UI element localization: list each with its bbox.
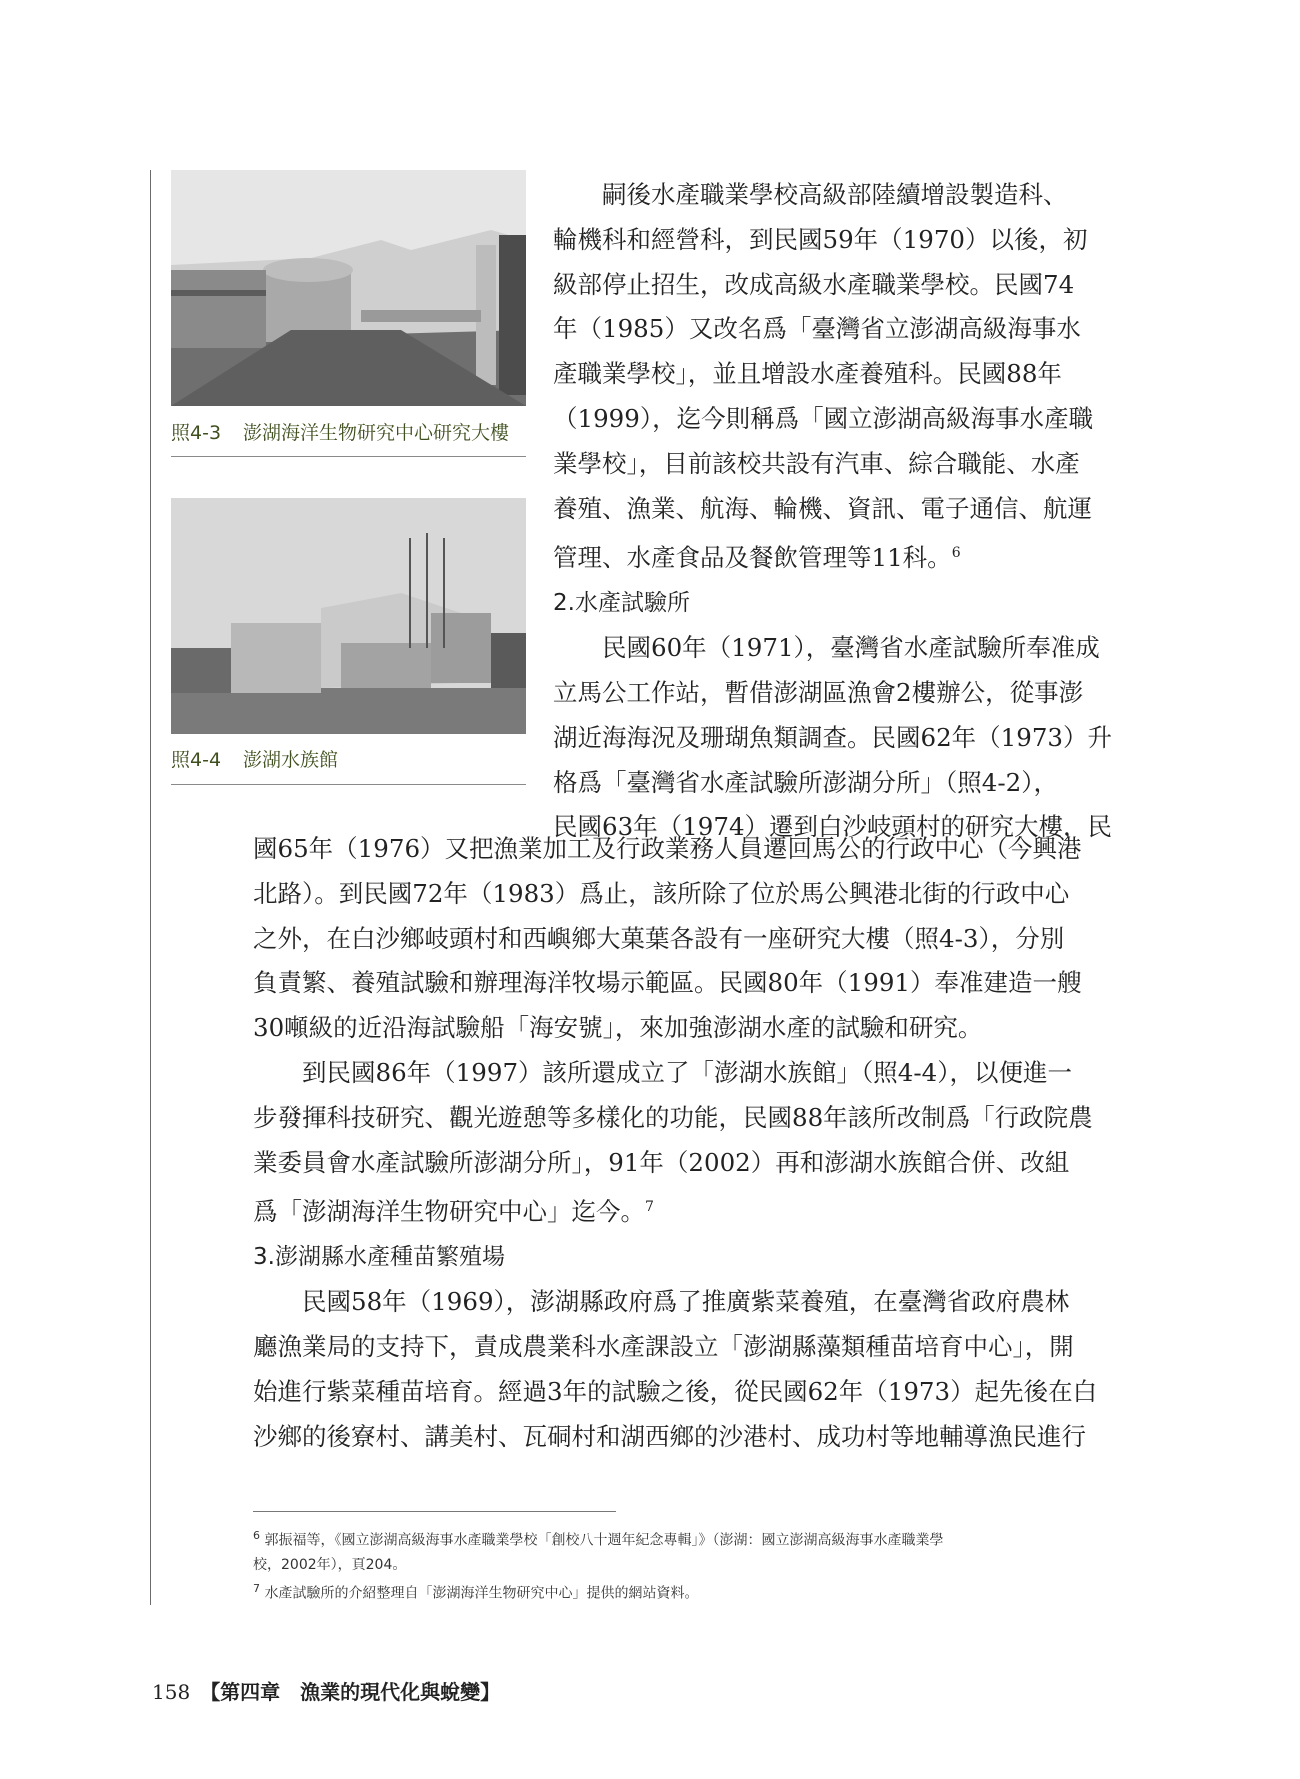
text-line: 30噸級的近沿海試驗船「海安號」，來加強澎湖水產的試驗和研究。 [253, 1013, 983, 1043]
footnote-rule [253, 1511, 616, 1512]
section-heading: 2.水產試驗所 [553, 590, 690, 617]
footnote-mark: 7 [253, 1581, 260, 1595]
text-line: 格爲「臺灣省水產試驗所澎湖分所」（照4-2）， [553, 767, 1058, 797]
text-line: 業委員會水產試驗所澎湖分所」，91年（2002）再和澎湖水族館合併、改組 [253, 1147, 1070, 1177]
caption-rule [171, 784, 526, 785]
photo-caption [171, 745, 526, 772]
text-line: 民國58年（1969），澎湖縣政府爲了推廣紫菜養殖，在臺灣省政府農林 [302, 1287, 1070, 1317]
photo-caption [171, 418, 526, 445]
text-line: 到民國86年（1997）該所還成立了「澎湖水族館」（照4-4），以便進一 [302, 1057, 1072, 1087]
text-line: 國65年（1976）又把漁業加工及行政業務人員遷回馬公的行政中心（今興港 [253, 834, 1082, 863]
text-line: 始進行紫菜種苗培育。經過3年的試驗之後，從民國62年（1973）起先後在白 [253, 1376, 1098, 1406]
text-line: 級部停止招生，改成高級水產職業學校。民國74 [553, 269, 1075, 299]
section-heading: 3.澎湖縣水產種苗繁殖場 [253, 1244, 505, 1271]
text-line: 廳漁業局的支持下，責成農業科水產課設立「澎湖縣藻類種苗培育中心」，開 [253, 1331, 1074, 1361]
footnotes [253, 1524, 1135, 1605]
text-line: 立馬公工作站，暫借澎湖區漁會2樓辦公，從事澎 [553, 677, 1084, 707]
text-line: 嗣後水產職業學校高級部陸續增設製造科、 [602, 180, 1068, 209]
text-line: 沙鄉的後寮村、講美村、瓦硐村和湖西鄉的沙港村、成功村等地輔導漁民進行 [253, 1421, 1086, 1451]
footnote [253, 1524, 1135, 1553]
footnote-mark: 6 [253, 1529, 260, 1542]
photo-number: 照4-3 [171, 422, 222, 444]
photo-aquarium [171, 498, 526, 734]
text-line: 步發揮科技研究、觀光遊憩等多樣化的功能，民國88年該所改制爲「行政院農 [253, 1102, 1093, 1132]
text-line: 管理、水產食品及餐飲管理等11科。 [553, 543, 952, 573]
page-number: 158 [152, 1680, 191, 1704]
text-line: 之外，在白沙鄉岐頭村和西嶼鄉大菓葉各設有一座研究大樓（照4-3），分別 [253, 923, 1065, 953]
photo-caption-text: 澎湖水族館 [243, 749, 339, 771]
footnote [253, 1577, 1135, 1606]
text-line: 湖近海海況及珊瑚魚類調查。民國62年（1973）升 [553, 722, 1113, 752]
body-text-narrow [553, 173, 1112, 850]
text-line: 產職業學校」，並且增設水產養殖科。民國88年 [553, 359, 1062, 389]
text-line: 民國60年（1971），臺灣省水產試驗所奉准成 [602, 633, 1100, 663]
text-line: 爲「澎湖海洋生物研究中心」迄今。 [253, 1197, 645, 1227]
chapter-title: 【第四章 漁業的現代化與蛻變】 [200, 1680, 501, 1704]
footnote-ref: 6 [951, 545, 961, 562]
footnote-continuation: 校，2002年），頁204。 [253, 1556, 407, 1573]
page-footer [152, 1676, 500, 1705]
text-line: 民國63年（1974）遷到白沙岐頭村的研究大樓，民 [553, 812, 1113, 842]
text-line: 負責繁、養殖試驗和辦理海洋牧場示範區。民國80年（1991）奉准建造一艘 [253, 968, 1082, 998]
text-line: 養殖、漁業、航海、輪機、資訊、電子通信、航運 [553, 493, 1092, 523]
margin-rule [150, 170, 151, 1605]
footnote-ref: 7 [645, 1199, 654, 1216]
text-line: （1999），迄今則稱爲「國立澎湖高級海事水產職 [553, 403, 1094, 433]
text-line: 年（1985）又改名爲「臺灣省立澎湖高級海事水 [553, 314, 1081, 344]
photo-number: 照4-4 [171, 749, 222, 771]
text-line: 北路）。到民國72年（1983）爲止，該所除了位於馬公興港北街的行政中心 [253, 878, 1070, 908]
photo-caption-text: 澎湖海洋生物研究中心研究大樓 [243, 422, 510, 444]
body-text-wide [253, 827, 1097, 1459]
text-line: 業學校」，目前該校共設有汽車、綜合職能、水產 [553, 448, 1080, 478]
footnote-text: 郭振福等，《國立澎湖高級海事水產職業學校「創校八十週年紀念專輯」》（澎湖：國立澎湖高級海事水產職業學 [264, 1532, 944, 1549]
footnote-text: 水產試驗所的介紹整理自「澎湖海洋生物研究中心」提供的網站資料。 [264, 1585, 699, 1602]
text-line: 輪機科和經營科，到民國59年（1970）以後，初 [553, 224, 1088, 254]
photo-research-building [171, 170, 526, 406]
caption-rule [171, 456, 526, 457]
